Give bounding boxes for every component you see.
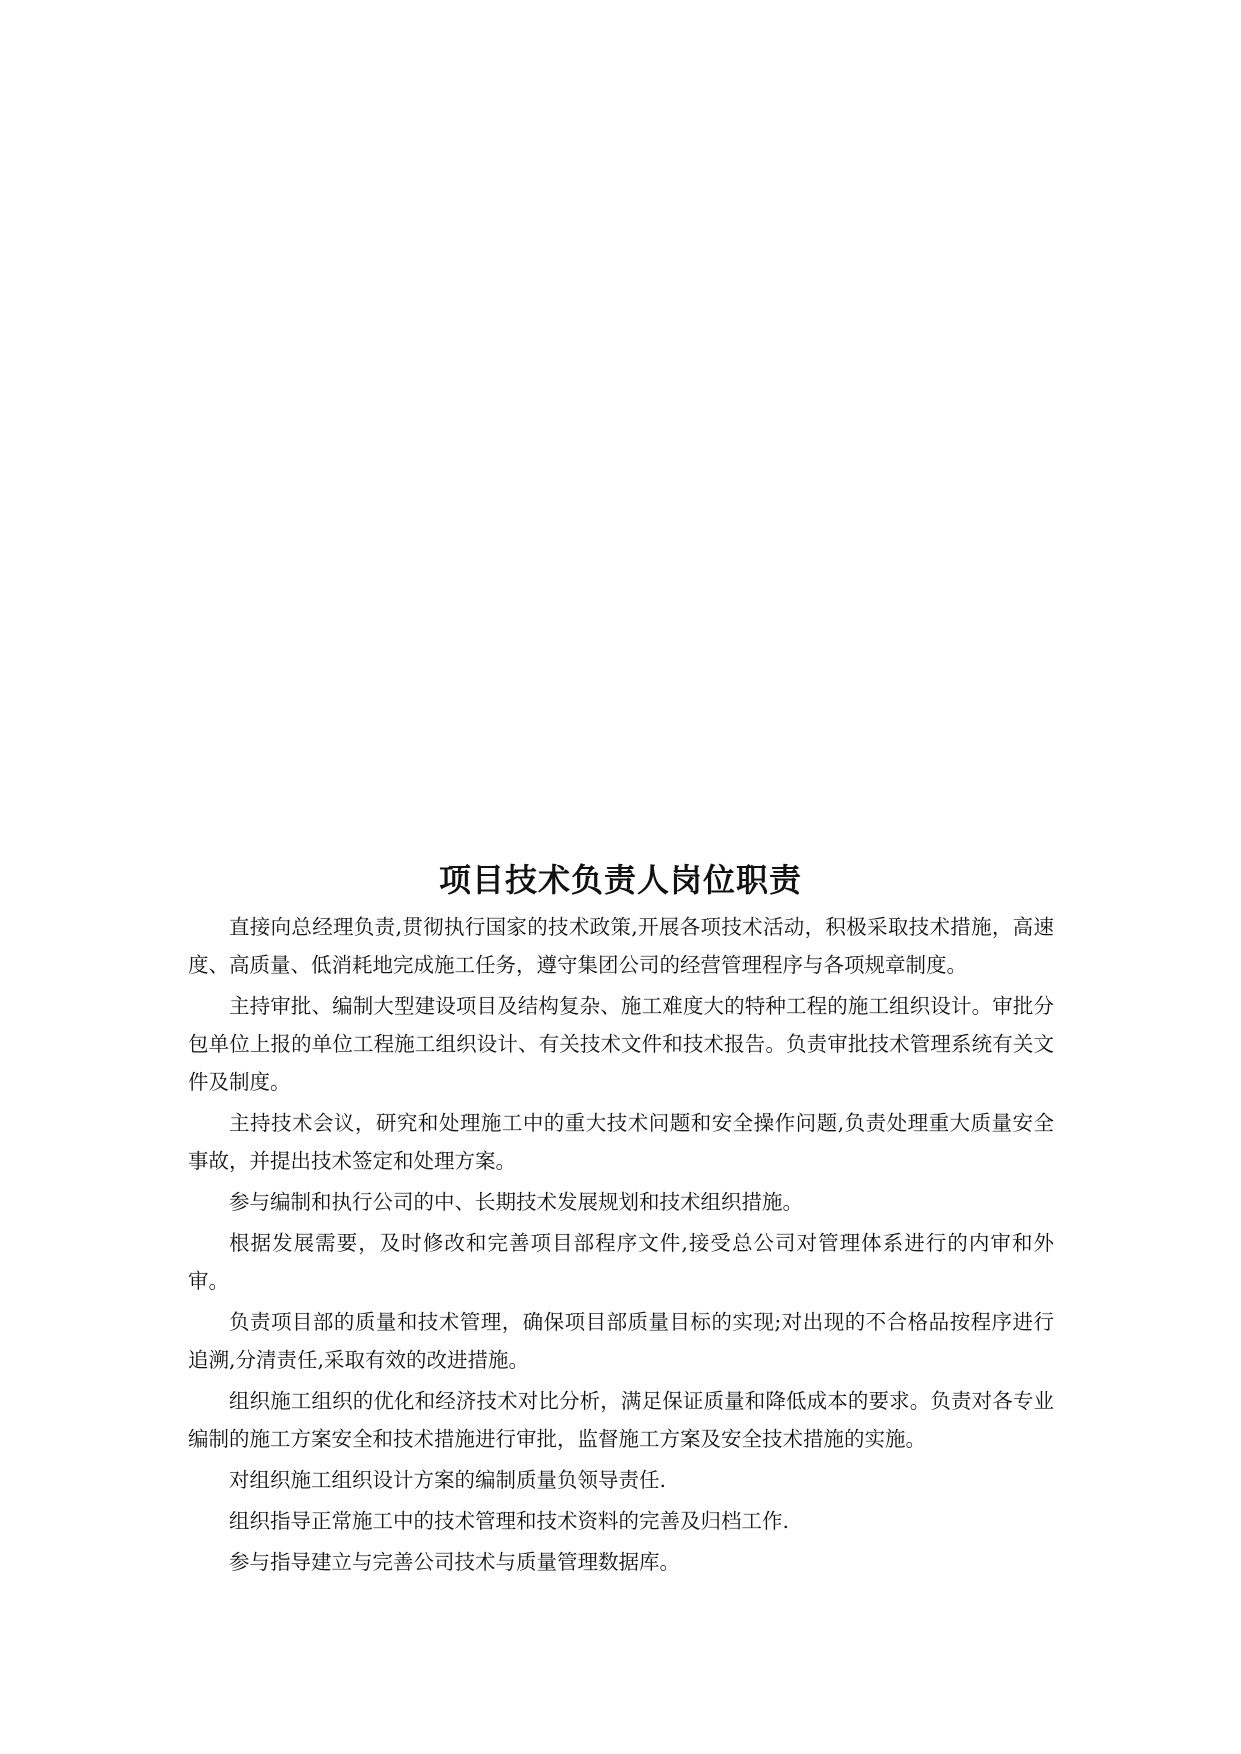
paragraph: 对组织施工组织设计方案的编制质量负领导责任.	[229, 1468, 667, 1492]
paragraph: 参与指导建立与完善公司技术与质量管理数据库。	[229, 1550, 680, 1574]
paragraph: 负责项目部的质量和技术管理，确保项目部质量目标的实现;对出现的不合格品按程序进行追溯,分清责任,采取有效的改进措施。	[188, 1310, 1054, 1372]
paragraph: 根据发展需要，及时修改和完善项目部程序文件,接受总公司对管理体系进行的内审和外审。	[188, 1231, 1054, 1293]
paragraph: 直接向总经理负责,贯彻执行国家的技术政策,开展各项技术活动，积极采取技术措施，高速度、高质量、低消耗地完成施工任务，遵守集团公司的经营管理程序与各项规章制度。	[188, 915, 1054, 977]
paragraph: 主持技术会议，研究和处理施工中的重大技术问题和安全操作问题,负责处理重大质量安全事故，并提出技术签定和处理方案。	[188, 1111, 1054, 1173]
paragraph: 参与编制和执行公司的中、长期技术发展规划和技术组织措施。	[229, 1190, 803, 1214]
document-body	[188, 908, 1054, 1584]
paragraph: 组织施工组织的优化和经济技术对比分析，满足保证质量和降低成本的要求。负责对各专业编制的施工方案安全和技术措施进行审批，监督施工方案及安全技术措施的实施。	[188, 1389, 1054, 1451]
paragraph: 主持审批、编制大型建设项目及结构复杂、施工难度大的特种工程的施工组织设计。审批分包单位上报的单位工程施工组织设计、有关技术文件和技术报告。负责审批技术管理系统有关文件及制度。	[188, 994, 1054, 1094]
paragraph: 组织指导正常施工中的技术管理和技术资料的完善及归档工作.	[229, 1509, 790, 1533]
document-title: 项目技术负责人岗位职责	[438, 861, 802, 899]
